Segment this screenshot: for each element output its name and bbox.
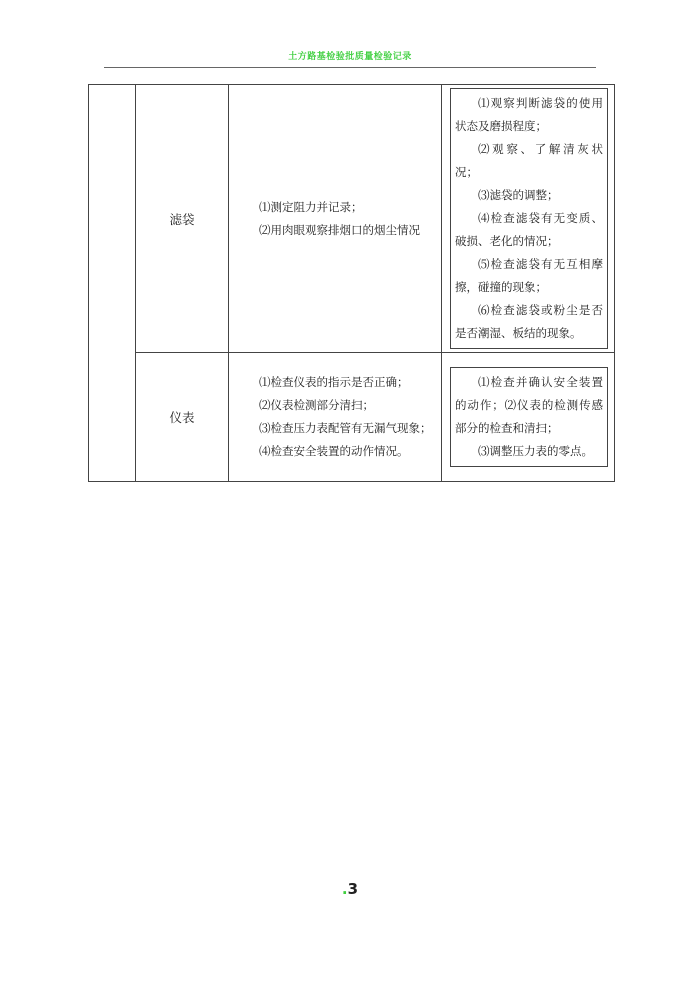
item-cell [136,85,229,353]
maintenance-line: ⑶调整压力表的零点。 [478,444,593,458]
table-row [89,353,615,482]
inspection-table [88,84,615,482]
page-number-dot: . [341,880,348,898]
maintenance-cell [442,353,615,482]
maintenance-cell [442,85,615,353]
maintenance-line: ⑴检查并确认安全装置的动作；⑵仪表的检测传感部分的检查和清扫； [455,375,603,435]
header-divider [104,67,596,68]
category-cell [89,85,136,482]
item-label: 滤袋 [169,211,195,227]
page-number [0,880,700,898]
method-line: ⑷检查安全装置的动作情况。 [259,444,409,458]
maintenance-line: ⑹检查滤袋或粉尘是否是否潮湿、板结的现象。 [455,303,603,340]
method-line: ⑴测定阻力并记录； [259,199,363,214]
maintenance-line: ⑸检查滤袋有无互相摩擦，碰撞的现象； [455,257,603,294]
maintenance-line: ⑶滤袋的调整； [478,188,559,202]
method-line: ⑴检查仪表的指示是否正确； [259,375,409,389]
maintenance-line: ⑴观察判断滤袋的使用状态及磨损程度； [455,96,603,133]
item-label: 仪表 [169,410,195,425]
maintenance-box [450,88,608,349]
page-number-value: 3 [347,880,359,898]
maintenance-box [450,367,608,467]
maintenance-line: ⑵观察、了解清灰状况； [455,142,603,179]
method-line: ⑶检查压力表配管有无漏气现象； [259,421,432,435]
method-line: ⑵仪表检测部分清扫； [259,398,374,412]
table-row [89,85,615,353]
maintenance-line: ⑷检查滤袋有无变质、破损、老化的情况； [455,211,603,248]
method-cell [229,353,442,482]
method-cell [229,85,442,353]
page-header-title: 土方路基检验批质量检验记录 [288,52,412,62]
method-line: ⑵用肉眼观察排烟口的烟尘情况 [259,222,420,237]
item-cell [136,353,229,482]
